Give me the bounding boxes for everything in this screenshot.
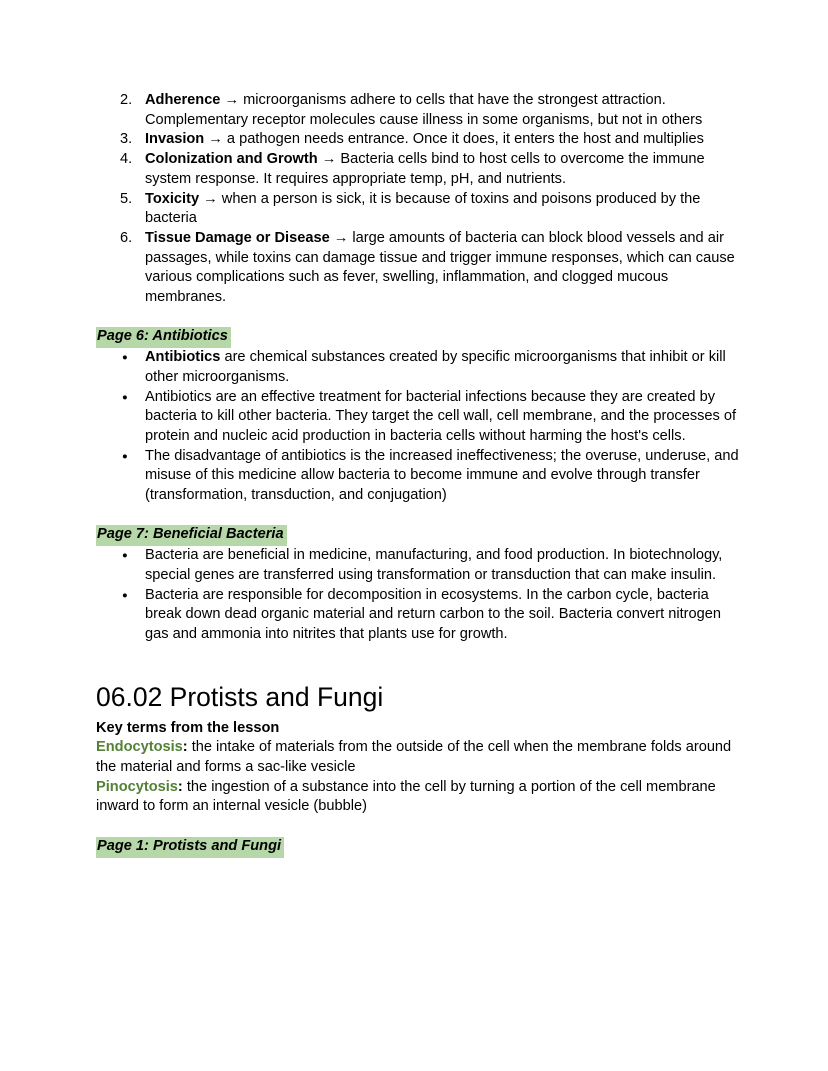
bullet-icon: ● <box>122 589 128 601</box>
list-item-text: Toxicity → when a person is sick, it is because of toxins and poisons produced by the bacteria <box>145 190 701 227</box>
beneficial-bacteria-bullet-list <box>96 546 744 645</box>
section-heading-page1-protists-and-fungi: Page 1: Protists and Fungi <box>96 837 284 858</box>
key-terms-heading: Key terms from the lesson <box>96 719 280 736</box>
key-term-row <box>96 738 744 777</box>
section-beneficial-bacteria <box>96 525 744 644</box>
list-item <box>96 546 744 585</box>
list-item <box>96 190 744 229</box>
list-item <box>96 586 744 645</box>
list-item-lead: Antibiotics <box>145 349 221 366</box>
list-item <box>96 150 744 189</box>
list-item-text: Invasion → a pathogen needs entrance. Once it does, it enters the host and multiplies <box>145 131 704 148</box>
bullet-icon: ● <box>122 450 128 462</box>
list-number: 5. <box>120 190 133 207</box>
list-item-lead: Adherence <box>145 92 221 108</box>
list-item-text: Tissue Damage or Disease → large amounts of bacteria can block blood vessels and air passages, while toxins can damage tissue and trigger immune responses, which can cause various complications such as fever, swelling, inflammation, and clogged mucous membranes. <box>145 229 735 306</box>
list-item-lead: Colonization and Growth <box>145 151 318 168</box>
list-item-text: Antibiotics are chemical substances created by specific microorganisms that inhibit or kill other microorganisms. <box>145 349 726 385</box>
key-terms-list <box>96 738 744 817</box>
section-heading-row-page1 <box>96 837 744 858</box>
key-term-separator: : <box>182 739 188 756</box>
list-number: 4. <box>120 151 133 168</box>
list-number: 2. <box>120 92 133 108</box>
antibiotics-bullet-list <box>96 348 744 506</box>
key-term-definition: the intake of materials from the outside of the cell when the membrane folds around the material and forms a sac-like vesicle <box>96 739 732 776</box>
list-item-lead: Toxicity <box>145 190 200 207</box>
list-item <box>96 388 744 447</box>
bullet-icon: ● <box>122 352 128 364</box>
key-term-name: Endocytosis <box>96 739 183 756</box>
list-item-text: The disadvantage of antibiotics is the increased ineffectiveness; the overuse, underuse, and misuse of this medicine allow bacteria to become immune and evolve through transfer (transformation, transduction, and conjugation) <box>145 447 739 504</box>
chapter-title: 06.02 Protists and Fungi <box>96 681 384 712</box>
list-item-text: Bacteria are beneficial in medicine, manufacturing, and food production. In biotechnology, special genes are transferred using transformation or transduction that can make insulin. <box>145 547 723 583</box>
list-item-text: Antibiotics are an effective treatment for bacterial infections because they are created by bacteria to kill other bacteria. They target the cell wall, cell membrane, and the processes of protein and nucleic acid production in bacteria cells without harming the host's cells. <box>145 388 737 444</box>
list-item-text: Bacteria are responsible for decomposition in ecosystems. In the carbon cycle, bacteria break down dead organic material and return carbon to the soil. Bacteria convert nitrogen gas and ammonia into nitrites that plants use for growth. <box>145 586 721 642</box>
section-heading-antibiotics: Page 6: Antibiotics <box>96 327 231 348</box>
key-term-separator: : <box>177 778 183 795</box>
list-item <box>96 348 744 387</box>
list-item-lead: Invasion <box>145 131 205 148</box>
key-term-row <box>96 778 744 817</box>
section-antibiotics <box>96 327 744 505</box>
key-term-name: Pinocytosis <box>96 778 178 795</box>
infection-steps-list <box>96 91 744 308</box>
list-item-lead: Tissue Damage or Disease <box>145 229 330 246</box>
list-item <box>96 130 744 150</box>
list-number: 6. <box>120 229 133 246</box>
list-item-text: Colonization and Growth → Bacteria cells bind to host cells to overcome the immune system response. It requires appropriate temp, pH, and nutrients. <box>145 151 705 187</box>
section-heading-row-antibiotics <box>96 327 744 348</box>
section-heading-row-beneficial-bacteria <box>96 525 744 546</box>
list-item <box>96 91 744 130</box>
key-term-definition: the ingestion of a substance into the cell by turning a portion of the cell membrane inward to form an internal vesicle (bubble) <box>96 778 716 815</box>
list-item <box>96 447 744 506</box>
section-heading-beneficial-bacteria: Page 7: Beneficial Bacteria <box>96 525 287 546</box>
list-item-text: Adherence → microorganisms adhere to cells that have the strongest attraction. Complementary receptor molecules cause illness in some organisms, but not in others <box>145 92 703 128</box>
bullet-icon: ● <box>122 391 128 403</box>
list-number: 3. <box>120 131 133 148</box>
list-item <box>96 229 744 308</box>
bullet-icon: ● <box>122 550 128 562</box>
